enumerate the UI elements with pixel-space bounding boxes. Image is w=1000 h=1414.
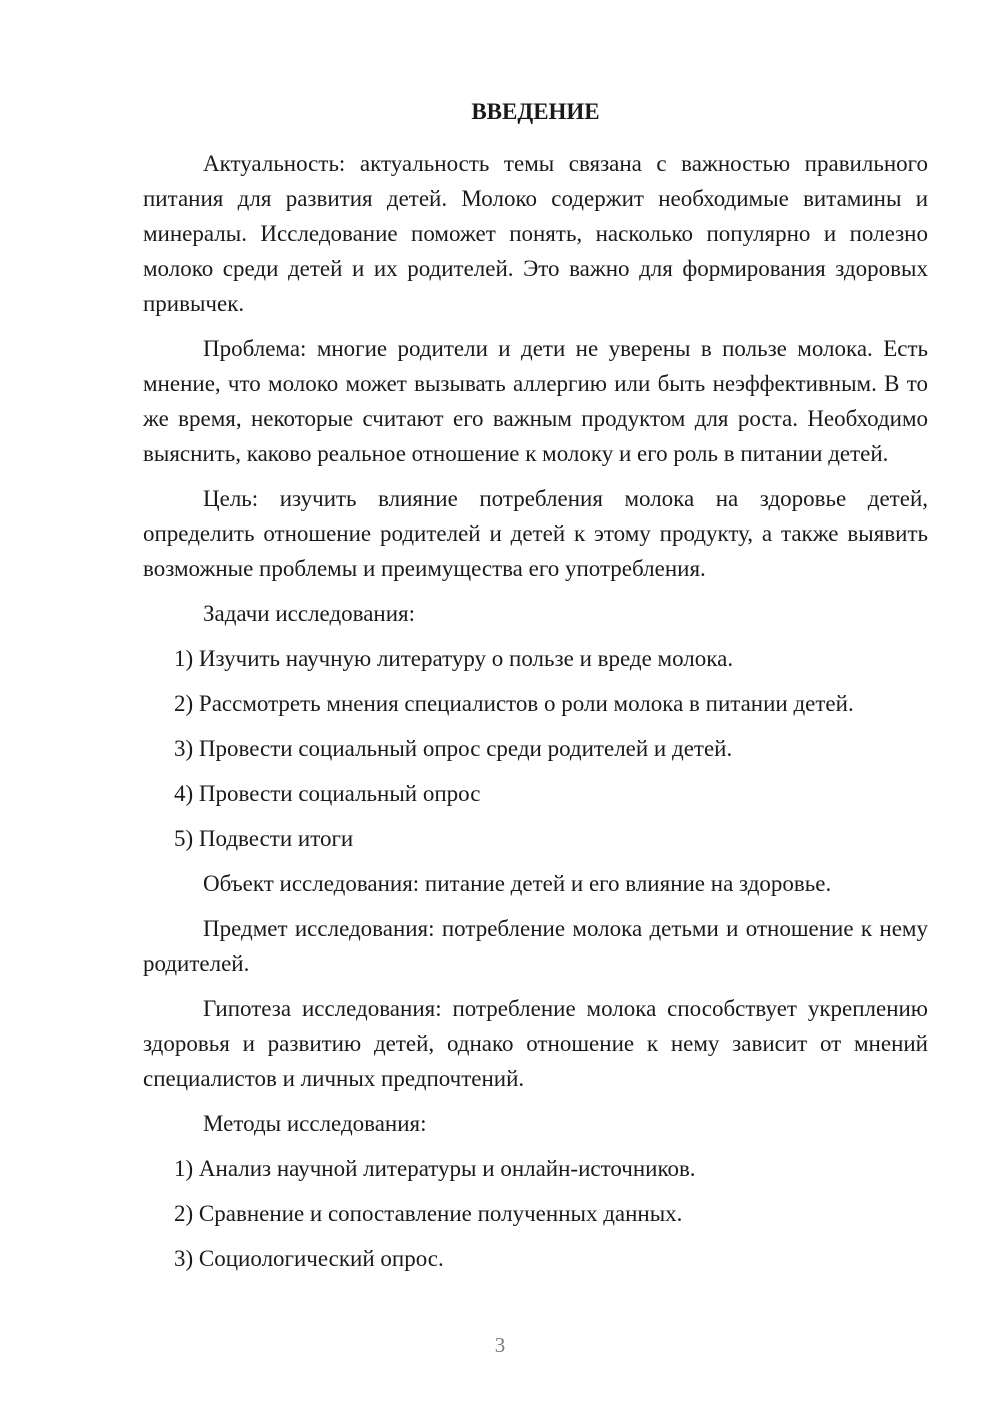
hypothesis-paragraph: Гипотеза исследования: потребление молока способствует укреплению здоровья и развитию детей, однако отношение к нему зависит от мнений специалистов и личных предпочтений. <box>143 996 928 1091</box>
method-item: 3) Социологический опрос. <box>174 1246 444 1271</box>
task-item: 4) Провести социальный опрос <box>174 781 481 806</box>
method-item: 2) Сравнение и сопоставление полученных данных. <box>174 1201 683 1226</box>
goal-paragraph: Цель: изучить влияние потребления молока на здоровье детей, определить отношение родителей и детей к этому продукту, а также выявить возможные проблемы и преимущества его употребления. <box>143 486 928 581</box>
relevance-paragraph: Актуальность: актуальность темы связана с важностью правильного питания для развития детей. Молоко содержит необходимые витамины и минералы. Исследование поможет понять, насколько популярно и полезно молоко среди детей и их родителей. Это важно для формирования здоровых привычек. <box>143 151 928 316</box>
task-item: 5) Подвести итоги <box>174 826 354 851</box>
subject-paragraph: Предмет исследования: потребление молока детьми и отношение к нему родителей. <box>143 916 928 976</box>
methods-heading: Методы исследования: <box>203 1111 427 1136</box>
object-paragraph: Объект исследования: питание детей и его влияние на здоровье. <box>203 871 832 896</box>
page-content <box>143 96 928 1286</box>
task-item: 1) Изучить научную литературу о пользе и вреде молока. <box>174 646 734 671</box>
tasks-heading: Задачи исследования: <box>203 601 416 626</box>
task-item: 3) Провести социальный опрос среди родителей и детей. <box>174 736 733 761</box>
page-number: 3 <box>494 1333 506 1357</box>
method-item: 1) Анализ научной литературы и онлайн-источников. <box>174 1156 696 1181</box>
page-title: ВВЕДЕНИЕ <box>471 99 600 124</box>
problem-paragraph: Проблема: многие родители и дети не уверены в пользе молока. Есть мнение, что молоко может вызывать аллергию или быть неэффективным. В то же время, некоторые считают его важным продуктом для роста. Необходимо выяснить, каково реальное отношение к молоку и его роль в питании детей. <box>143 336 928 466</box>
task-item: 2) Рассмотреть мнения специалистов о роли молока в питании детей. <box>174 691 854 716</box>
